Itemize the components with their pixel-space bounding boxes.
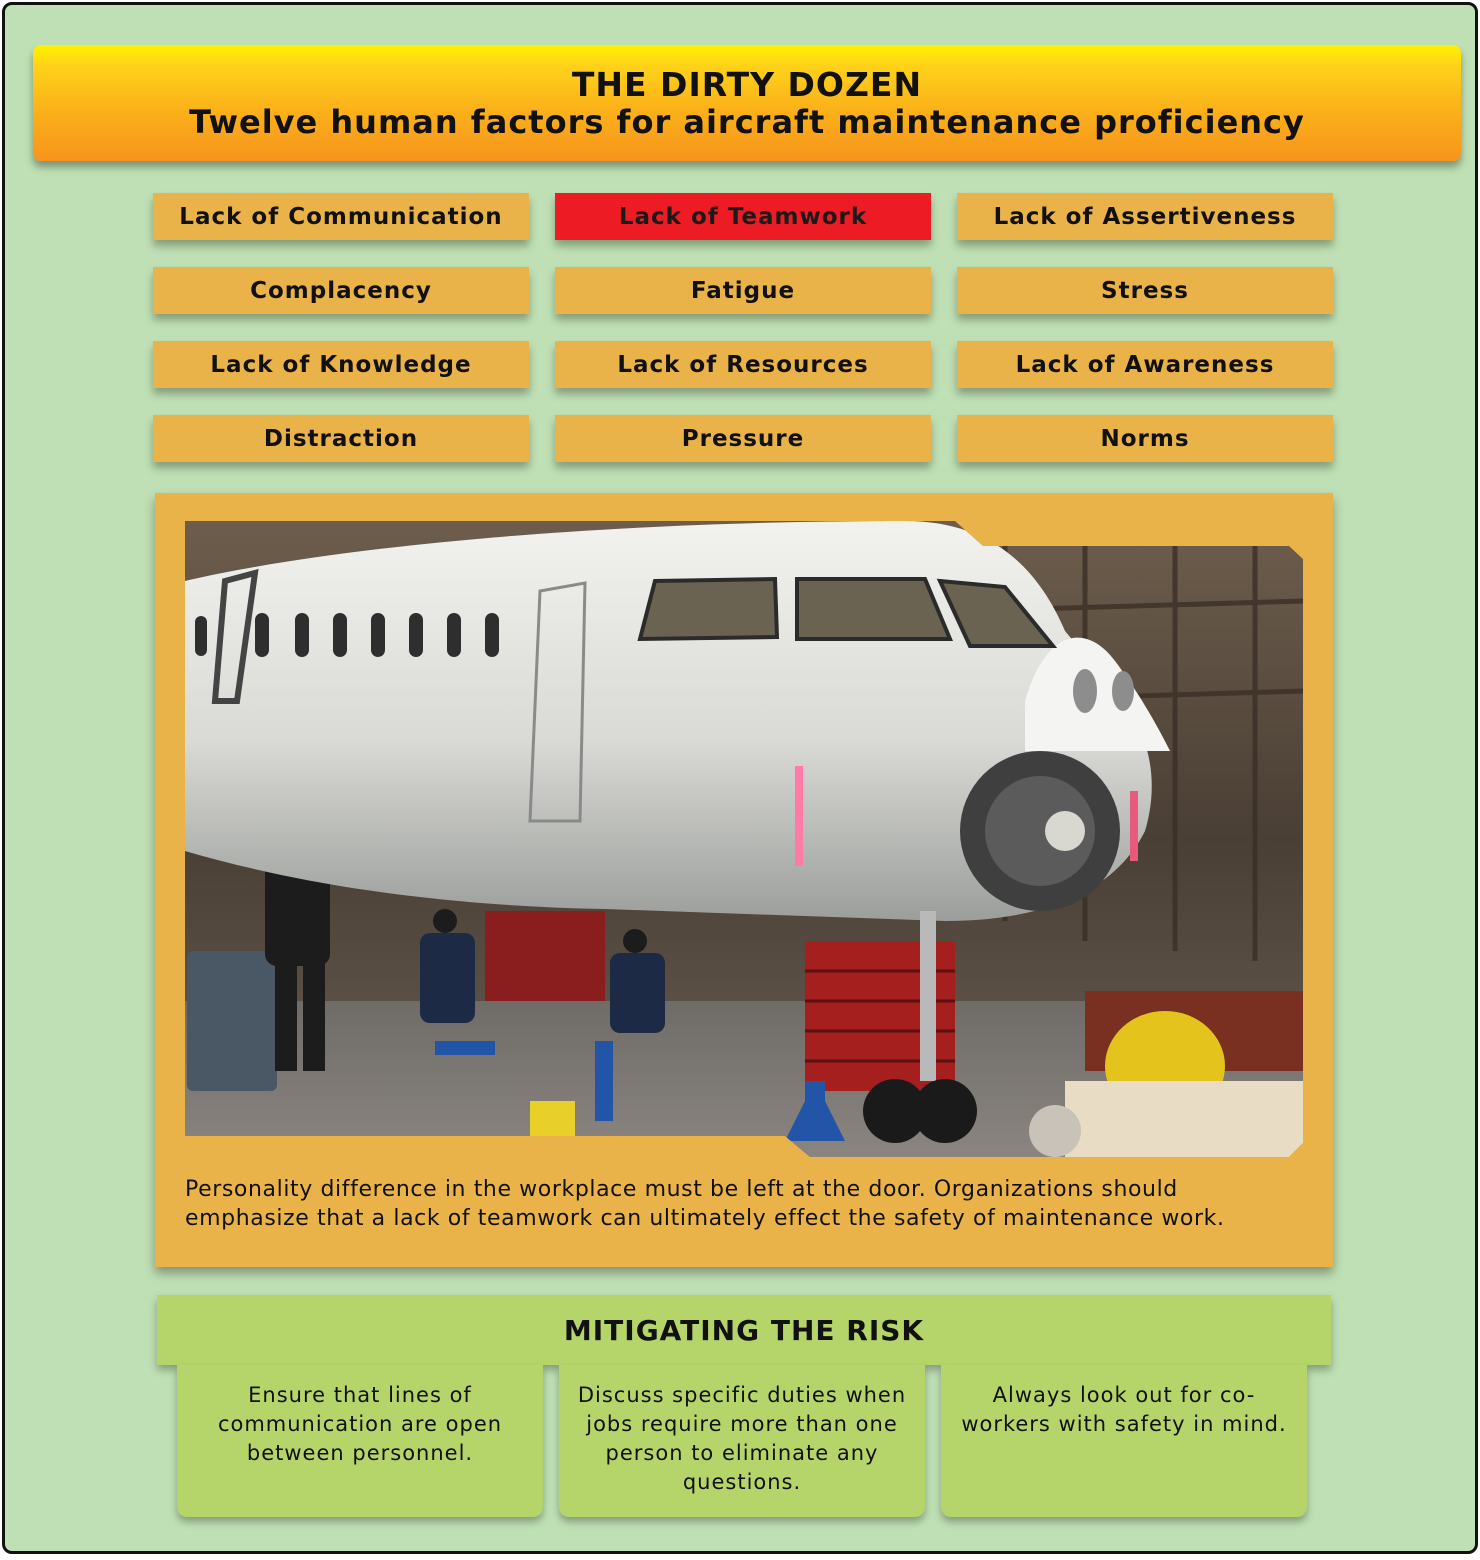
poster-subtitle: Twelve human factors for aircraft maintenance proficiency	[189, 103, 1305, 141]
aircraft-maintenance-photo	[185, 521, 1303, 1157]
factor-lack-of-assertiveness[interactable]: Lack of Assertiveness	[957, 193, 1333, 240]
mitigation-heading: MITIGATING THE RISK	[157, 1295, 1331, 1365]
mitigation-tip-communication: Ensure that lines of communication are open between personnel.	[177, 1365, 543, 1517]
factor-fatigue[interactable]: Fatigue	[555, 267, 931, 314]
factor-distraction[interactable]: Distraction	[153, 415, 529, 462]
factor-complacency[interactable]: Complacency	[153, 267, 529, 314]
factor-lack-of-awareness[interactable]: Lack of Awareness	[957, 341, 1333, 388]
title-banner	[33, 45, 1461, 161]
factor-pressure[interactable]: Pressure	[555, 415, 931, 462]
panel-caption: Personality difference in the workplace must be left at the door. Organizations should emphasize that a lack of teamwork can ultimately effect the safety of maintenance work.	[185, 1177, 1225, 1231]
factor-stress[interactable]: Stress	[957, 267, 1333, 314]
teamwork-panel	[155, 493, 1333, 1267]
poster-title: THE DIRTY DOZEN	[571, 65, 923, 104]
factor-lack-of-knowledge[interactable]: Lack of Knowledge	[153, 341, 529, 388]
mitigation-tip-duties: Discuss specific duties when jobs require more than one person to eliminate any questions.	[559, 1365, 925, 1517]
factor-norms[interactable]: Norms	[957, 415, 1333, 462]
mitigation-tip-coworkers: Always look out for co-workers with safety in mind.	[941, 1365, 1307, 1517]
factor-lack-of-resources[interactable]: Lack of Resources	[555, 341, 931, 388]
factor-grid	[153, 193, 1335, 465]
factor-lack-of-communication[interactable]: Lack of Communication	[153, 193, 529, 240]
factor-lack-of-teamwork[interactable]: Lack of Teamwork	[555, 193, 931, 240]
poster-frame	[2, 2, 1478, 1554]
